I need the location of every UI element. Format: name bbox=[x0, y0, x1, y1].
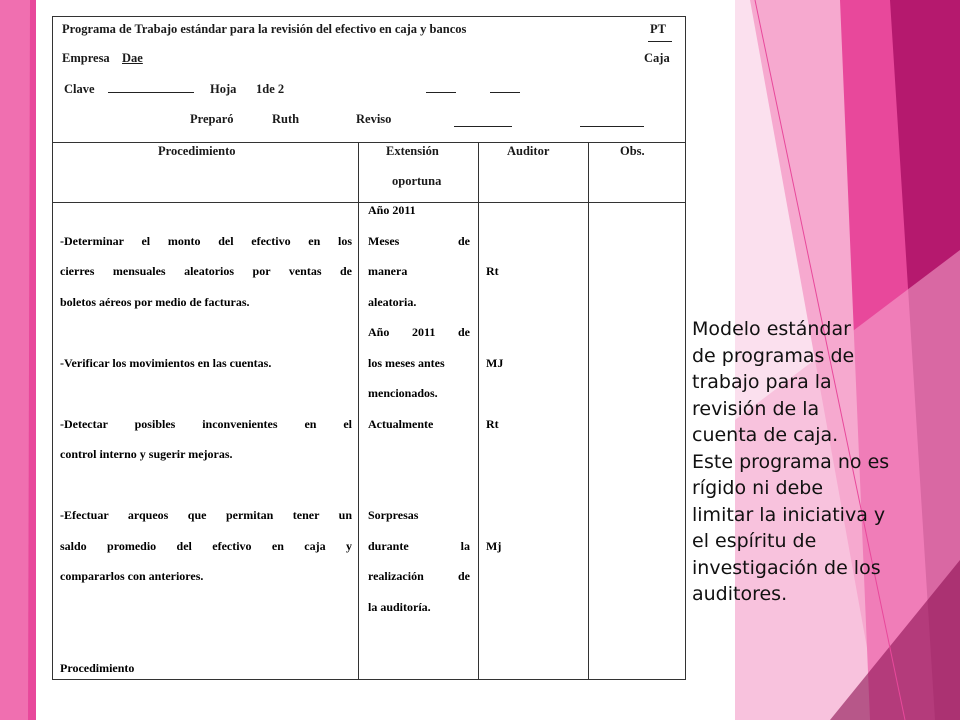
auditor-line: Rt bbox=[486, 264, 499, 278]
auditor-line bbox=[486, 195, 576, 226]
caption-line: auditores. bbox=[692, 583, 788, 605]
auditor-column bbox=[486, 195, 576, 561]
reviso-blank bbox=[454, 116, 512, 127]
procedimiento-line bbox=[60, 317, 352, 348]
header-auditor: Auditor bbox=[507, 144, 550, 158]
header-obs: Obs. bbox=[620, 144, 645, 158]
extension-line bbox=[368, 439, 470, 470]
header-extension-2: oportuna bbox=[392, 174, 442, 188]
extension-line: durante la bbox=[368, 538, 470, 553]
procedimiento-line bbox=[60, 195, 352, 226]
extension-line: la auditoría. bbox=[368, 599, 431, 614]
auditor-line bbox=[486, 287, 576, 318]
auditor-line bbox=[486, 378, 576, 409]
header-procedimiento: Procedimiento bbox=[158, 144, 236, 158]
blank-1 bbox=[426, 82, 456, 93]
procedimiento-line: -Determinar el monto del efectivo en los bbox=[60, 233, 352, 248]
reviso-label: Reviso bbox=[356, 112, 392, 126]
extension-line: Sorpresas bbox=[368, 508, 419, 522]
auditor-line bbox=[486, 439, 576, 470]
caption-line: rígido ni debe bbox=[692, 477, 824, 499]
extension-line: Año 2011 de bbox=[368, 325, 470, 339]
procedimiento-line: Procedimiento bbox=[60, 660, 135, 675]
procedimiento-line: saldo promedio del efectivo en caja y bbox=[60, 538, 352, 553]
auditor-line bbox=[486, 500, 576, 531]
pt-underline bbox=[648, 41, 672, 42]
caption-line: limitar la iniciativa y bbox=[692, 503, 886, 526]
procedimiento-line: cierres mensuales aleatorios por ventas de bbox=[60, 264, 352, 278]
procedimiento-line bbox=[60, 378, 352, 409]
caption-line: Modelo estándar bbox=[692, 318, 851, 340]
procedimiento-line: boletos aéreos por medio de facturas. bbox=[60, 294, 250, 309]
empresa-value: Dae bbox=[122, 51, 143, 65]
col-divider-2 bbox=[478, 142, 479, 680]
clave-label: Clave bbox=[64, 82, 95, 96]
procedimiento-line bbox=[60, 622, 352, 653]
auditor-line: MJ bbox=[486, 355, 504, 370]
extension-line bbox=[368, 470, 470, 501]
auditor-line bbox=[486, 317, 576, 348]
extension-line: manera bbox=[368, 264, 408, 278]
header-extension-1: Extensión bbox=[386, 144, 439, 158]
preparo-label: Preparó bbox=[190, 112, 234, 126]
auditor-line: Mj bbox=[486, 538, 502, 553]
caption-line: Este programa no es bbox=[692, 450, 890, 473]
procedimiento-line: -Efectuar arqueos que permitan tener un bbox=[60, 508, 352, 522]
header-top-rule bbox=[52, 142, 686, 143]
caption-line: el espíritu de bbox=[692, 530, 817, 552]
extension-line: Año 2011 bbox=[368, 203, 416, 217]
extension-line: Meses de bbox=[368, 233, 470, 248]
procedimiento-line bbox=[60, 470, 352, 501]
auditor-line: Rt bbox=[486, 416, 499, 431]
extension-line: realización de bbox=[368, 569, 470, 583]
extension-line: Actualmente bbox=[368, 416, 434, 431]
preparo-value: Ruth bbox=[272, 112, 300, 126]
pt-label: PT bbox=[650, 22, 666, 36]
procedimiento-line: control interno y sugerir mejoras. bbox=[60, 447, 233, 461]
caption-line: revisión de la bbox=[692, 397, 820, 420]
caption-line: trabajo para la bbox=[692, 371, 832, 393]
doc-title: Programa de Trabajo estándar para la revisión del efectivo en caja y bancos bbox=[62, 22, 467, 36]
procedimiento-line: -Verificar los movimientos en las cuentas. bbox=[60, 355, 272, 370]
caption-line: cuenta de caja. bbox=[692, 424, 839, 446]
col-divider-1 bbox=[358, 142, 359, 680]
caption-line: de programas de bbox=[692, 344, 855, 367]
blank-3 bbox=[580, 116, 644, 127]
extension-line: mencionados. bbox=[368, 386, 438, 400]
procedimiento-column bbox=[60, 195, 352, 683]
slide-caption bbox=[692, 316, 942, 608]
auditor-line bbox=[486, 470, 576, 501]
clave-blank bbox=[108, 82, 194, 93]
caption-line: investigación de los bbox=[692, 556, 881, 579]
procedimiento-line: compararlos con anteriores. bbox=[60, 569, 204, 583]
hoja-label: Hoja bbox=[210, 82, 237, 96]
blank-2 bbox=[490, 82, 520, 93]
procedimiento-line bbox=[60, 592, 352, 623]
extension-line: aleatoria. bbox=[368, 294, 417, 309]
procedimiento-line: -Detectar posibles inconvenientes en el bbox=[60, 416, 352, 431]
hoja-value: 1de 2 bbox=[256, 82, 285, 96]
extension-column bbox=[368, 195, 470, 622]
extension-line: los meses antes bbox=[368, 355, 445, 370]
caja-label: Caja bbox=[644, 51, 670, 65]
col-divider-3 bbox=[588, 142, 589, 680]
auditor-line bbox=[486, 226, 576, 257]
empresa-label: Empresa bbox=[62, 51, 110, 65]
